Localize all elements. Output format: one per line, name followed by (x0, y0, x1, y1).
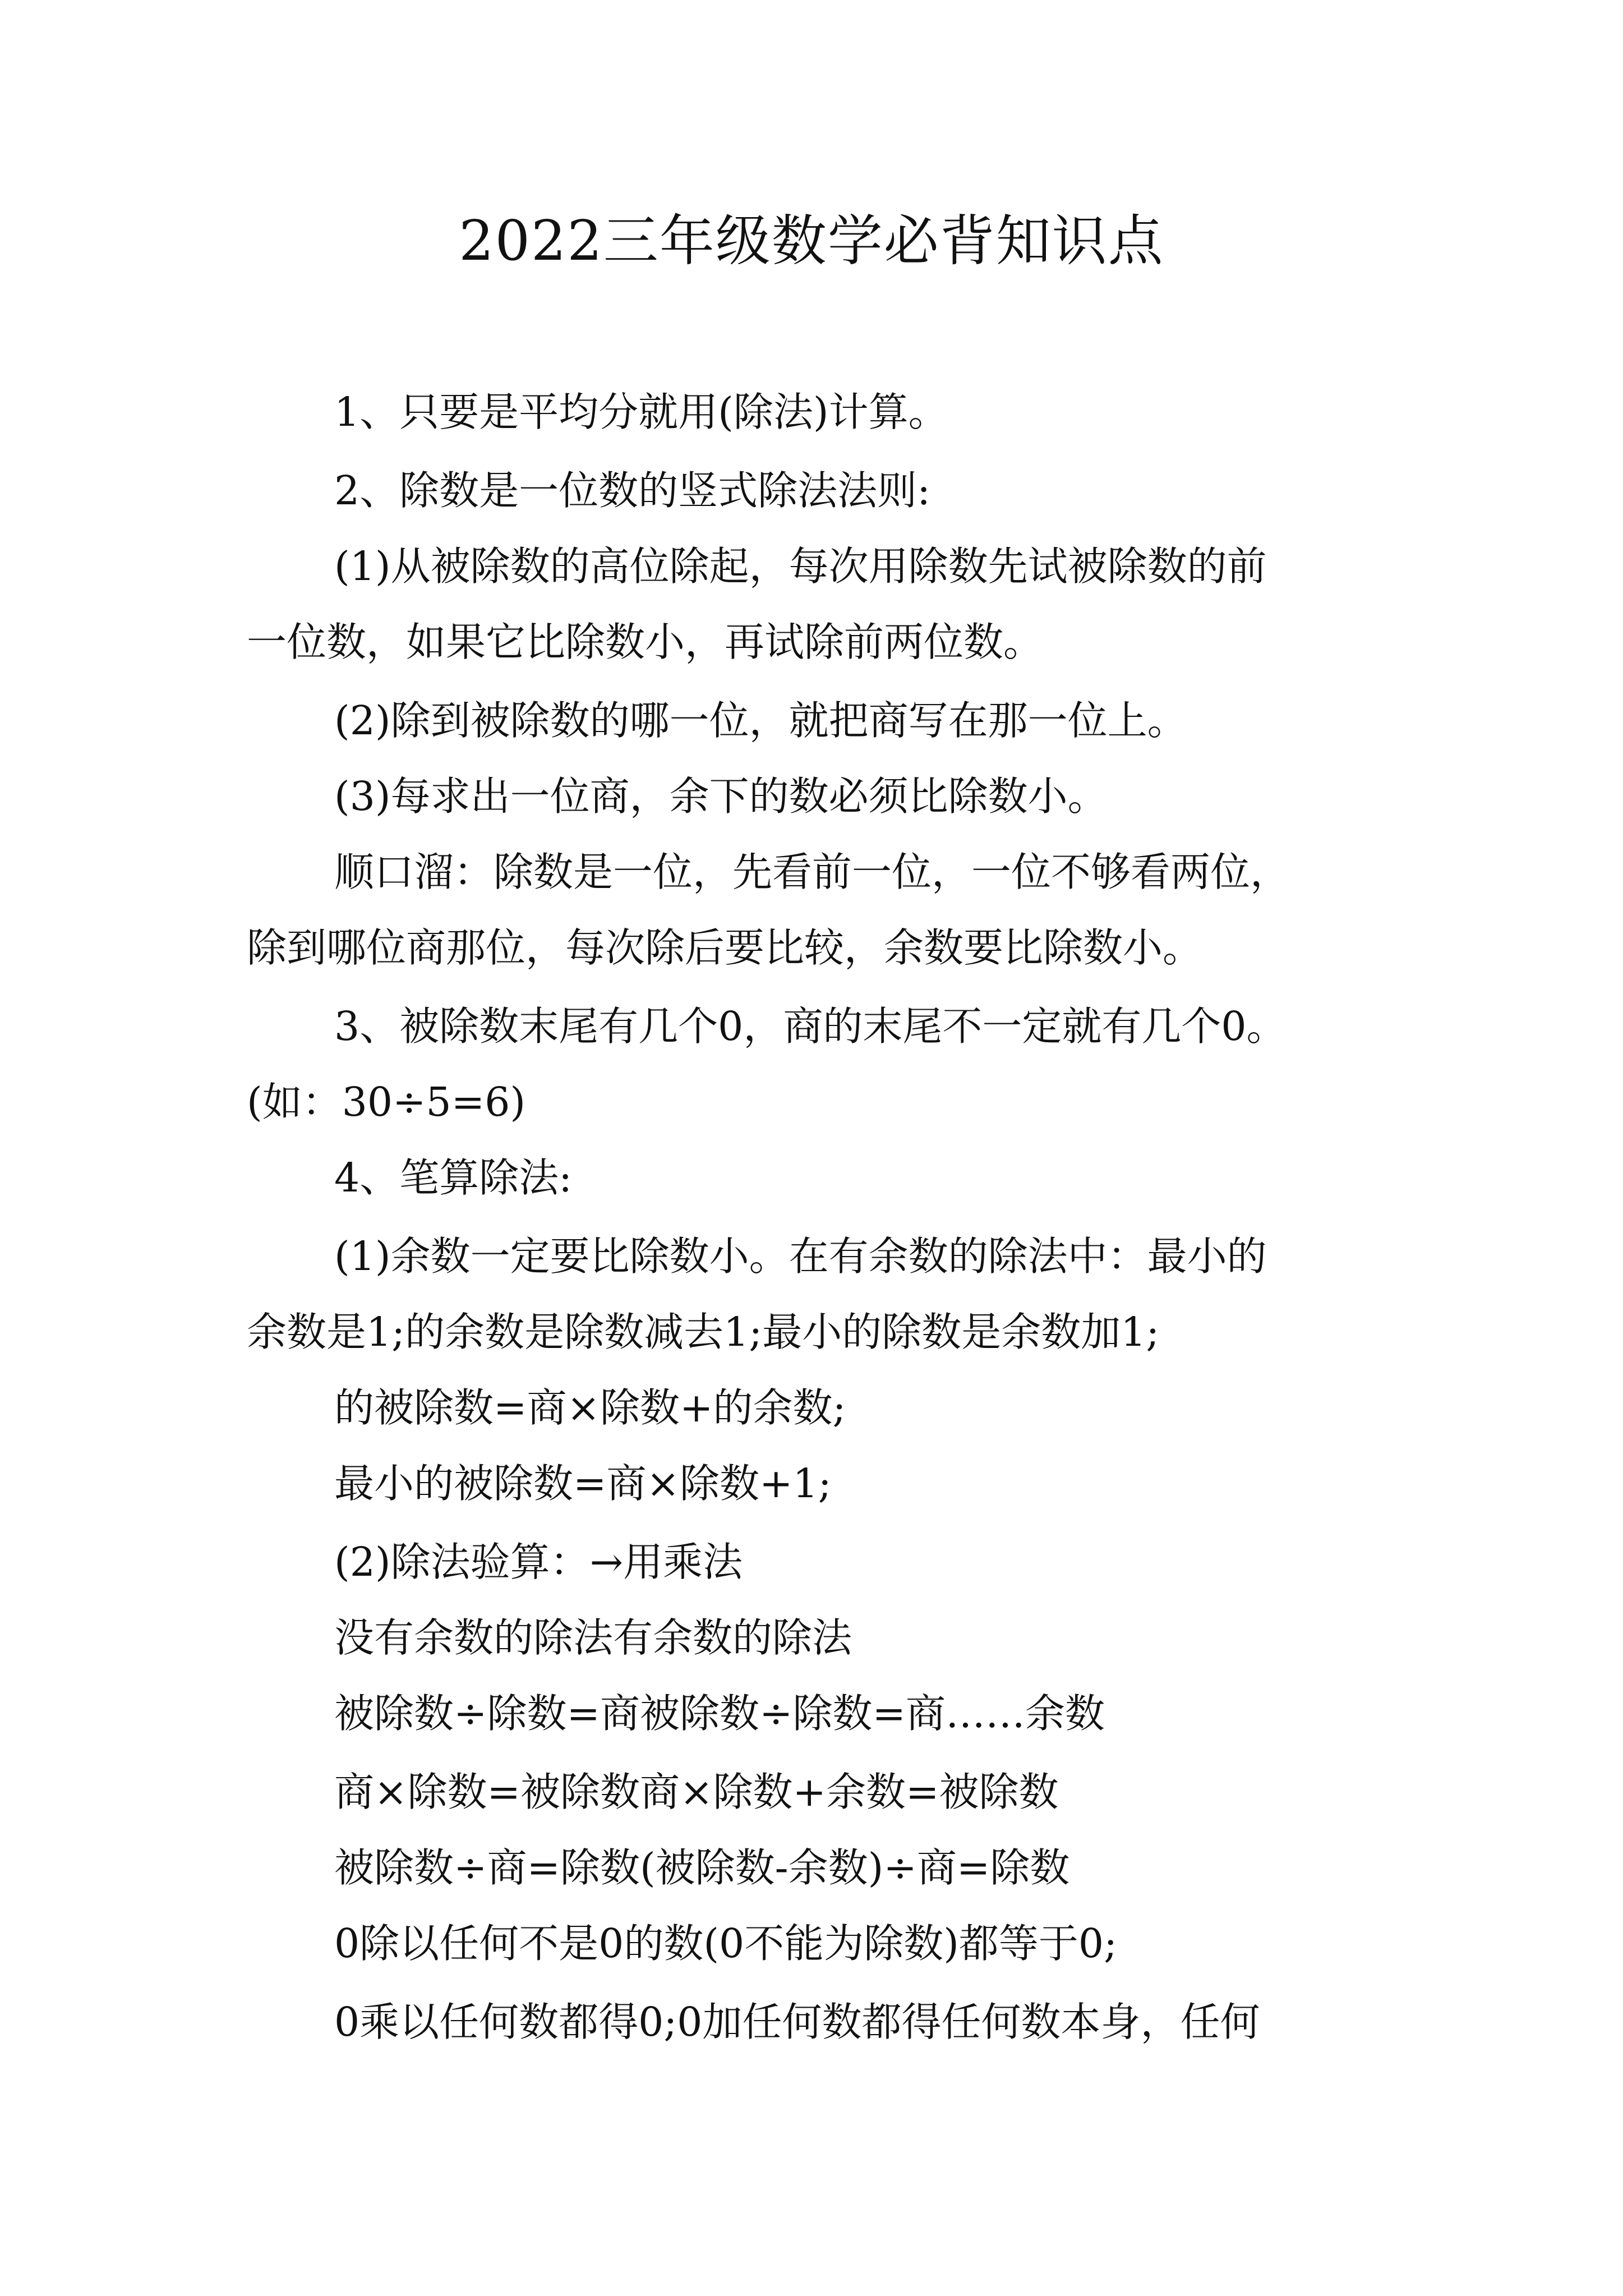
paragraph-line-17: 没有余数的除法有余数的除法 (334, 1614, 852, 1661)
paragraph-line-10: (如：30÷5=6) (247, 1079, 526, 1125)
paragraph-line-8: 除到哪位商那位，每次除后要比较，余数要比除数小。 (247, 924, 1203, 971)
document-title: 2022三年级数学必背知识点 (459, 209, 1164, 273)
paragraph-line-16: (2)除法验算：→用乘法 (334, 1539, 743, 1585)
paragraph-line-18: 被除数÷除数=商被除数÷除数=商……余数 (334, 1690, 1105, 1737)
paragraph-line-11: 4、笔算除法: (334, 1154, 573, 1201)
paragraph-line-12: (1)余数一定要比除数小。在有余数的除法中：最小的 (334, 1233, 1267, 1280)
paragraph-line-9: 3、被除数末尾有几个0，商的末尾不一定就有几个0。 (334, 1003, 1287, 1050)
paragraph-line-1: 1、只要是平均分就用(除法)计算。 (334, 389, 948, 435)
paragraph-line-21: 0除以任何不是0的数(0不能为除数)都等于0; (334, 1920, 1118, 1967)
paragraph-line-19: 商×除数=被除数商×除数+余数=被除数 (334, 1769, 1059, 1815)
paragraph-line-3: (1)从被除数的高位除起，每次用除数先试被除数的前 (334, 543, 1267, 590)
paragraph-line-4: 一位数，如果它比除数小，再试除前两位数。 (247, 619, 1044, 665)
paragraph-line-22: 0乘以任何数都得0;0加任何数都得任何数本身，任何 (334, 1999, 1260, 2045)
paragraph-line-2: 2、除数是一位数的竖式除法法则: (334, 467, 931, 514)
paragraph-line-5: (2)除到被除数的哪一位，就把商写在那一位上。 (334, 697, 1187, 744)
paragraph-line-6: (3)每求出一位商，余下的数必须比除数小。 (334, 773, 1108, 820)
paragraph-line-15: 最小的被除数=商×除数+1; (334, 1460, 832, 1507)
paragraph-line-14: 的被除数=商×除数+的余数; (334, 1384, 846, 1431)
paragraph-line-20: 被除数÷商=除数(被除数-余数)÷商=除数 (334, 1844, 1070, 1891)
paragraph-line-7: 顺口溜：除数是一位，先看前一位，一位不够看两位， (334, 849, 1290, 895)
paragraph-line-13: 余数是1;的余数是除数减去1;最小的除数是余数加1; (247, 1309, 1160, 1355)
